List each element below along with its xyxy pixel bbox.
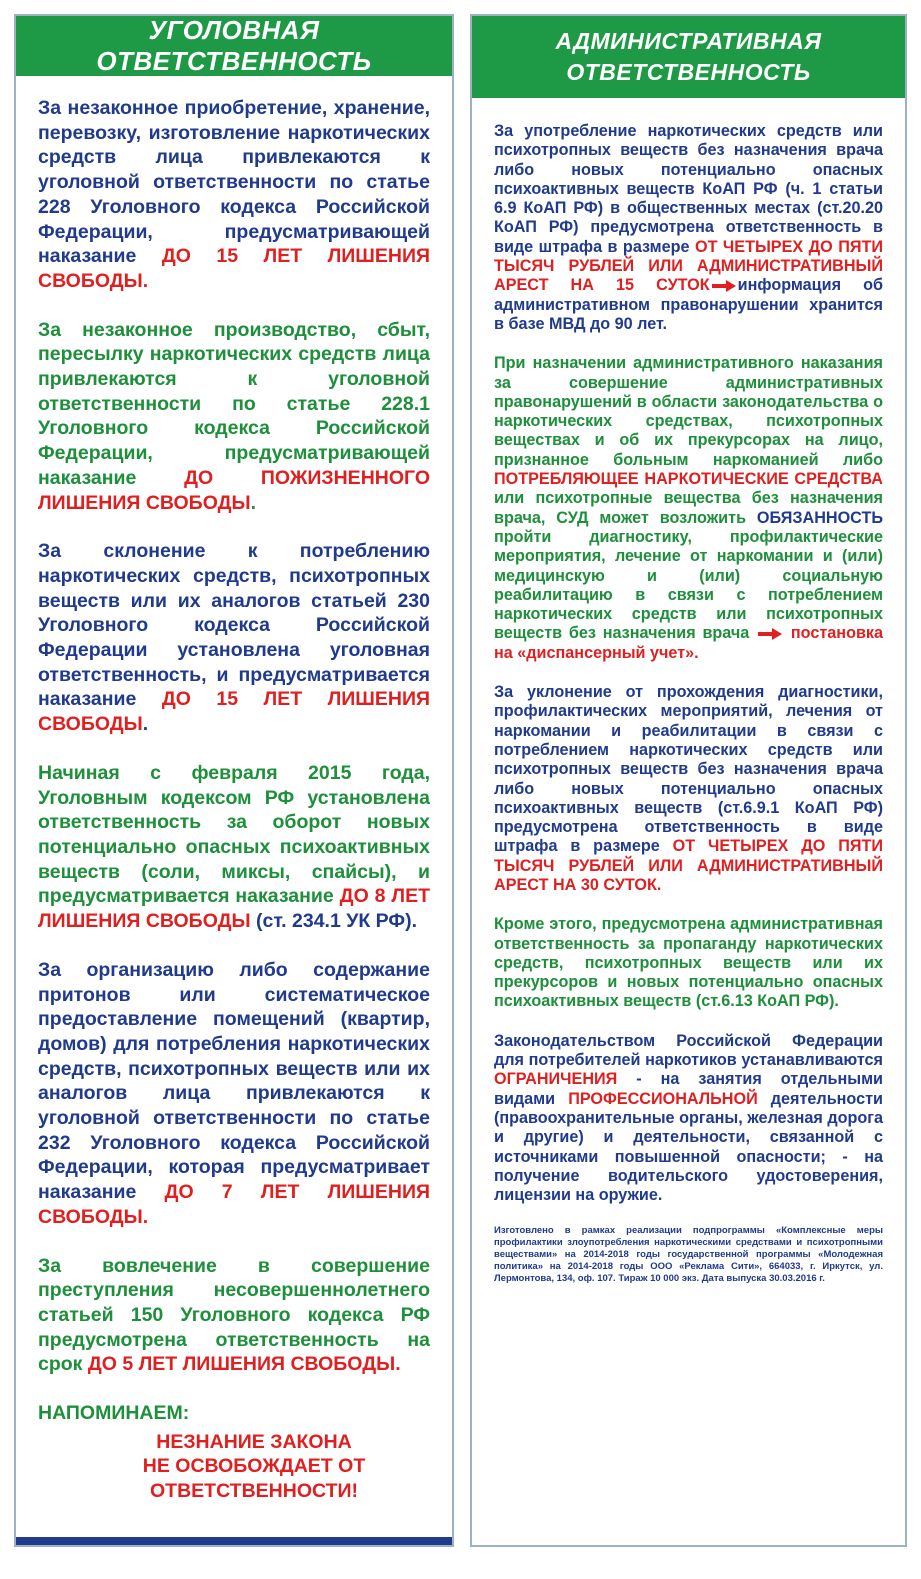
reminder-label: НАПОМИНАЕМ:	[38, 1402, 190, 1425]
text-segment: ДО 15 ЛЕТ ЛИШЕНИЯ СВОБОДЫ	[38, 688, 430, 736]
text-segment: За вовлечение в совершение преступления несовершеннолетнего статьей 150 Уголовного кодекса РФ предусмотрена ответственность на срок	[38, 1254, 430, 1376]
arrow-right-icon	[758, 628, 782, 640]
text-segment: - на занятия отдельными видами	[494, 1070, 883, 1108]
administrative-liability-title	[472, 16, 905, 98]
text-segment: За склонение к потреблению наркотических средств, психотропных веществ или их аналогов статьей 230 Уголовного кодекса Российской Федерации установлена уголовная ответственность, и предусматривается наказание	[38, 540, 430, 711]
text-segment: Законодательством Российской Федерации для потребителей наркотиков устанавливаются	[494, 1031, 883, 1070]
criminal-liability-body	[16, 76, 452, 1504]
reminder-line: ОТВЕТСТВЕННОСТИ!	[149, 1480, 359, 1503]
text-segment: За незаконное производство, сбыт, пересылку наркотических средств лица привлекаются к уголовной ответственности по статье 228.1 Уголовного кодекса Российской Федерации, предусматривающей наказание	[38, 318, 430, 489]
text-segment: ПОТРЕБЛЯЮЩЕЕ НАРКОТИЧЕСКИЕ СРЕДСТВА	[494, 470, 883, 489]
reminder-line: НЕЗНАНИЕ ЗАКОНА	[156, 1430, 352, 1453]
paragraph	[494, 915, 883, 1011]
paragraph	[38, 96, 430, 294]
text-segment: .	[656, 875, 662, 894]
paragraph	[38, 318, 430, 516]
administrative-paragraph-list	[494, 122, 883, 1205]
criminal-liability-title: УГОЛОВНАЯ ОТВЕТСТВЕННОСТЬ	[16, 16, 452, 76]
text-segment: ДО 8 ЛЕТ ЛИШЕНИЯ СВОБОДЫ	[38, 885, 430, 933]
text-segment: ДО 5 ЛЕТ ЛИШЕНИЯ СВОБОДЫ	[87, 1353, 396, 1376]
text-segment: ОТ ЧЕТЫРЕХ ДО ПЯТИ ТЫСЯЧ РУБЛЕЙ ИЛИ АДМИНИСТРАТИВНЫЙ АРЕСТ НА 30 СУТОК	[494, 837, 883, 894]
text-segment: ОГРАНИЧЕНИЯ	[494, 1070, 618, 1089]
text-segment: За незаконное приобретение, хранение, перевозку, изготовление наркотических средств лица привлекаются к уголовной ответственности по статье 228 Уголовного кодекса Российской Федерации, предусматривающей наказание	[38, 97, 430, 268]
reminder-line: НЕ ОСВОБОЖДАЕТ ОТ	[142, 1455, 366, 1478]
text-segment: или психотропные вещества без назначения врача, СУД может возложить	[494, 489, 883, 527]
text-segment: При назначении административного наказания за совершение административных правонарушений в области законодательства о наркотических средствах, психотропных веществах и об их прекурсорах на лицо, признанное больным наркоманией либо	[494, 354, 883, 469]
print-footer: Изготовлено в рамках реализации подпрограммы «Комплексные меры профилактики злоупотребления наркотическими средствами и психотропными веществами» на 2014-2018 годы государственной программы «Молодежная политика» на 2014-2018 годы ООО «Реклама Сити», 664033, г. Иркутск, ул. Лермонтова, 134, оф. 107. Тираж 10 000 экз. Дата выпуска 30.03.2016 г.	[494, 1225, 883, 1285]
criminal-liability-panel	[14, 14, 454, 1547]
title-line: АДМИНИСТРАТИВНАЯ	[555, 27, 822, 54]
text-segment: За употребление наркотических средств или психотропных веществ без назначения врача либо новых потенциально опасных психоактивных веществ КоАП РФ (ч. 1 статьи 6.9 КоАП РФ) в общественных местах (ст.20.20 КоАП РФ) предусмотрена ответственность в виде штрафа в размере	[494, 122, 883, 256]
text-segment: ДО ПОЖИЗНЕННОГО ЛИШЕНИЯ СВОБОДЫ	[38, 466, 430, 514]
arrow-right-icon	[712, 280, 736, 292]
text-segment: ДО 7 ЛЕТ ЛИШЕНИЯ СВОБОДЫ	[38, 1181, 431, 1228]
text-segment: .	[142, 713, 149, 736]
criminal-paragraph-list	[38, 96, 430, 1377]
text-segment: (ст. 234.1 УК РФ).	[250, 910, 417, 933]
paragraph	[494, 122, 883, 334]
paragraph	[38, 539, 430, 737]
text-segment: пройти диагностику, профилактические мероприятия, лечение от наркомании и (или) медицинскую и (или) социальную реабилитацию в связи с потреблением наркотических средств или психотропных веществ без назначения врача	[494, 527, 883, 643]
text-segment: .	[250, 491, 257, 514]
text-segment: За организацию либо содержание притонов или систематическое предоставление помещений (квартир, домов) для потребления наркотических средств, психотропных веществ или их аналогов лица привлекаются к уголовной ответственности по статье 232 Уголовного кодекса Российской Федерации, которая предусматривает наказание	[38, 958, 430, 1204]
text-segment: .	[142, 269, 149, 292]
text-segment: .	[395, 1353, 401, 1376]
text-segment: .	[142, 1205, 149, 1228]
title-line: ОТВЕТСТВЕННОСТЬ	[566, 59, 811, 85]
text-segment: ПРОФЕССИОНАЛЬНОЙ	[568, 1089, 758, 1108]
paragraph	[38, 958, 430, 1230]
paragraph	[38, 761, 430, 934]
paragraph	[494, 683, 883, 895]
text-segment: За уклонение от прохождения диагностики, профилактических мероприятий, лечения от наркомании и реабилитации в связи с потреблением наркотических средств или психотропных веществ без назначения врача либо новых потенциально опасных психоактивных веществ (ст.6.9.1 КоАП РФ) предусмотрена ответственность в виде штрафа в размере	[494, 683, 883, 856]
paragraph	[494, 354, 883, 663]
panel-bottom-bar	[16, 1537, 452, 1545]
text-segment: информация об административном правонарушении хранится в базе МВД до 90 лет.	[494, 276, 883, 333]
text-segment: постановка на «диспансерный учет».	[494, 624, 884, 662]
paragraph	[494, 1032, 883, 1206]
text-segment: Кроме этого, предусмотрена административная ответственность за пропаганду наркотических средств, психотропных веществ или их прекурсоров и новых потенциально опасных психоактивных веществ (ст.6.13 КоАП РФ).	[494, 915, 883, 1011]
text-segment: деятельности (правоохранительные органы, железная дорога и другие) и деятельности, связанной с источниками повышенной опасности; - на получение водительского удостоверения, лицензии на оружие.	[494, 1089, 883, 1205]
text-segment: ОБЯЗАННОСТЬ	[756, 508, 883, 527]
text-segment: ДО 15 ЛЕТ ЛИШЕНИЯ СВОБОДЫ	[38, 245, 430, 292]
administrative-liability-body	[472, 98, 905, 1285]
text-segment: ОТ ЧЕТЫРЕХ ДО ПЯТИ ТЫСЯЧ РУБЛЕЙ ИЛИ АДМИНИСТРАТИВНЫЙ АРЕСТ НА 15 СУТОК	[494, 237, 884, 295]
text-segment: Начиная с февраля 2015 года, Уголовным кодексом РФ установлена ответственность за оборот новых потенциально опасных психоактивных веществ (соли, миксы, спайсы), и предусматривается наказание	[38, 761, 430, 908]
paragraph	[38, 1254, 430, 1378]
reminder-text	[38, 1430, 430, 1504]
administrative-liability-panel	[470, 14, 907, 1547]
